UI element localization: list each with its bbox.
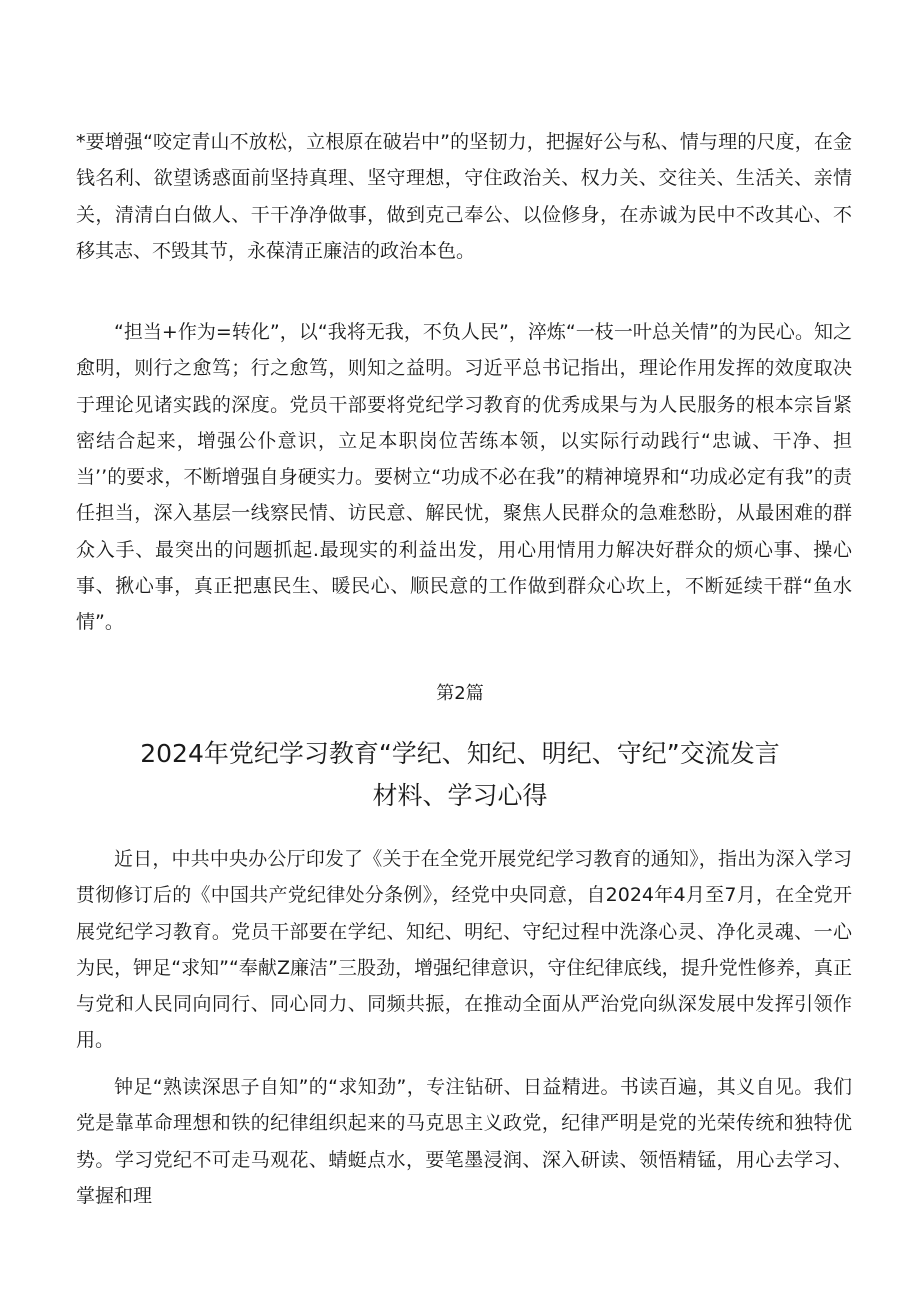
paragraph-3: 近日，中共中央办公厅印发了《关于在全党开展党纪学习教育的通知》，指出为深入学习贯彻修订后的《中国共产党纪律处分条例》，经党中央同意，自2024年4月至7月，在全党开展党纪学习教育。党员干部要在学纪、知纪、明纪、守纪过程中洗涤心灵、净化灵魂、一心为民，钾足“求知”“奉献Z廉洁”三股劲，增强纪律意识，守住纪律底线，提升党性修养，真正与党和人民同向同行、同心同力、同频共振，在推动全面从严治党向纵深发展中发挥引领作用。: [76, 848, 852, 1052]
paragraph-1: *要增强“咬定青山不放松，立根原在破岩中”的坚韧力，把握好公与私、情与理的尺度，在金钱名利、欲望诱惑面前坚持真理、坚守理想，守住政治关、权力关、交往关、生活关、亲情关，清清白白做人、干干净净做事，做到克己奉公、以俭修身，在赤诚为民中不改其心、不移其志、不毁其节，永葆清正廉洁的政治本色。: [76, 131, 852, 262]
paragraph-4: 钟足“熟读深思子自知”的“求知劲”，专注钻研、日益精进。书读百遍，其义自见。我们党是靠革命理想和铁的纪律组织起来的马克思主义政党，纪律严明是党的光荣传统和独特优势。学习党纪不可走马观花、蜻蜓点水，要笔墨浸润、深入研读、领悟精锰，用心去学习、掌握和理: [76, 1076, 852, 1207]
title-line-1: 2024年党纪学习教育“学纪、知纪、明纪、守纪”交流发言: [140, 739, 780, 768]
title-line-2: 材料、学习心得: [372, 781, 548, 810]
document-title: [110, 733, 810, 817]
section-label: 第2篇: [436, 683, 484, 704]
paragraph-2: “担当+作为=转化”，以“我将无我，不负人民”，淬炼“一枝一叶总关情”的为民心。知之愈明，则行之愈笃；行之愈笃，则知之益明。习近平总书记指出，理论作用发挥的效度取决于理论见诸实践的深度。党员干部要将党纪学习教育的优秀成果与为人民服务的根本宗旨紧密结合起来，增强公仆意识，立足本职岗位苦练本领，以实际行动践行“忠诚、干净、担当’’的要求，不断增强自身硬实力。要树立“功成不必在我”的精神境界和“功成必定有我”的责任担当，深入基层一线察民情、访民意、解民忧，聚焦人民群众的急难愁盼，从最困难的群众入手、最突出的问题抓起.最现实的利益出发，用心用情用力解决好群众的烦心事、操心事、揪心事，真正把惠民生、暖民心、顺民意的工作做到群众心坎上，不断延续干群“鱼水情”。: [76, 321, 852, 634]
